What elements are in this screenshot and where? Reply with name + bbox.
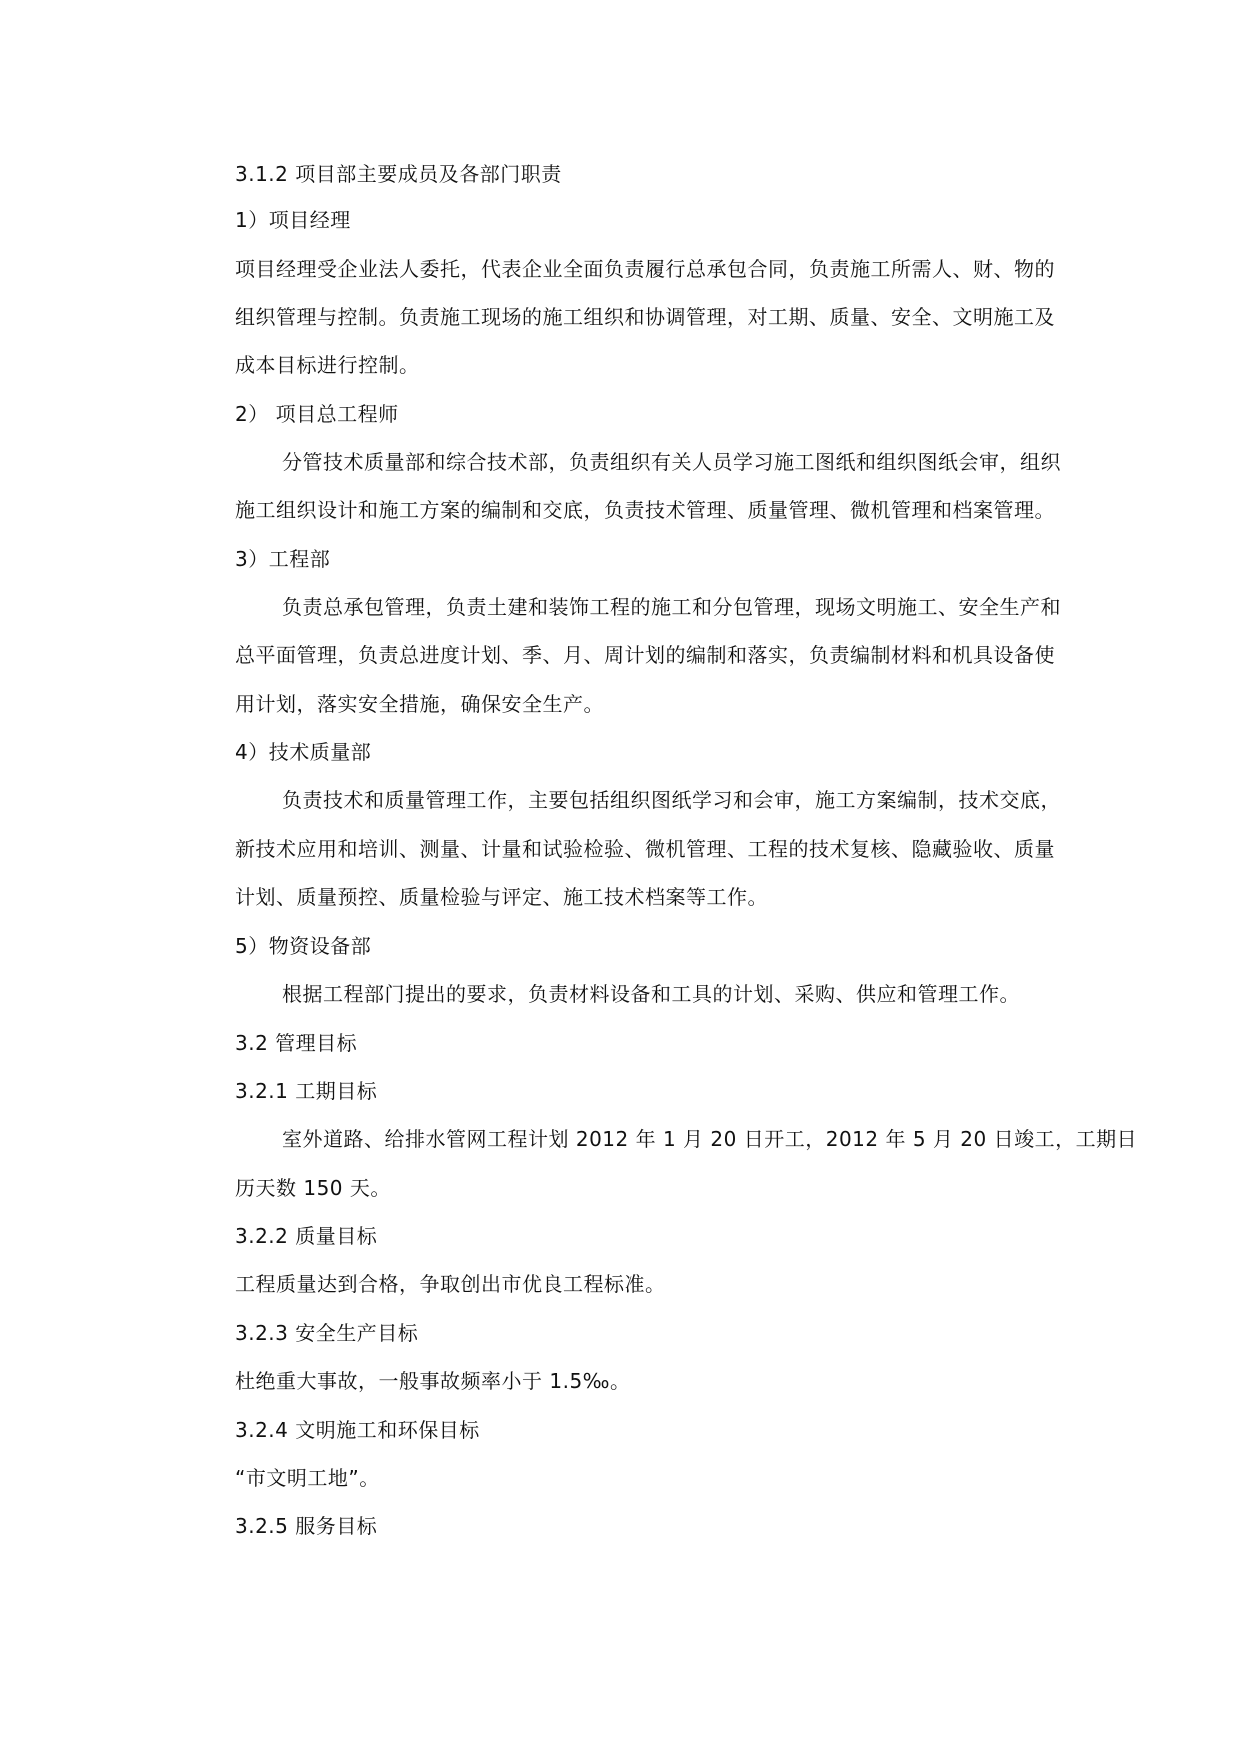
paragraph-line: 计划、质量预控、质量检验与评定、施工技术档案等工作。 <box>235 885 768 909</box>
subheading-quality-dept: 4）技术质量部 <box>235 740 372 764</box>
paragraph-line: 总平面管理，负责总进度计划、季、月、周计划的编制和落实，负责编制材料和机具设备使 <box>235 643 1055 667</box>
paragraph-line: “市文明工地”。 <box>235 1466 380 1490</box>
subheading-project-manager: 1）项目经理 <box>235 208 351 232</box>
paragraph-line: 新技术应用和培训、测量、计量和试验检验、微机管理、工程的技术复核、隐藏验收、质量 <box>235 837 1055 861</box>
section-heading-3-2-5: 3.2.5 服务目标 <box>235 1514 378 1538</box>
paragraph-line: 分管技术质量部和综合技术部，负责组织有关人员学习施工图纸和组织图纸会审，组织 <box>282 450 1061 474</box>
paragraph-line: 工程质量达到合格，争取创出市优良工程标准。 <box>235 1272 666 1296</box>
paragraph-line: 组织管理与控制。负责施工现场的施工组织和协调管理，对工期、质量、安全、文明施工及 <box>235 305 1055 329</box>
section-heading-3-2-4: 3.2.4 文明施工和环保目标 <box>235 1418 480 1442</box>
paragraph-line: 杜绝重大事故，一般事故频率小于 1.5‰。 <box>235 1369 631 1393</box>
paragraph-line: 项目经理受企业法人委托，代表企业全面负责履行总承包合同，负责施工所需人、财、物的 <box>235 257 1055 281</box>
subheading-materials-dept: 5）物资设备部 <box>235 934 372 958</box>
section-heading-3-1-2: 3.1.2 项目部主要成员及各部门职责 <box>235 162 562 186</box>
paragraph-line: 历天数 150 天。 <box>235 1176 391 1200</box>
paragraph-line: 负责总承包管理，负责土建和装饰工程的施工和分包管理，现场文明施工、安全生产和 <box>282 595 1061 619</box>
subheading-engineering-dept: 3）工程部 <box>235 547 331 571</box>
section-heading-3-2: 3.2 管理目标 <box>235 1031 358 1055</box>
paragraph-line: 负责技术和质量管理工作，主要包括组织图纸学习和会审，施工方案编制，技术交底， <box>282 788 1061 812</box>
subheading-chief-engineer: 2） 项目总工程师 <box>235 402 399 426</box>
paragraph-line: 根据工程部门提出的要求，负责材料设备和工具的计划、采购、供应和管理工作。 <box>282 982 1020 1006</box>
paragraph-line: 用计划，落实安全措施，确保安全生产。 <box>235 692 604 716</box>
paragraph-line: 施工组织设计和施工方案的编制和交底，负责技术管理、质量管理、微机管理和档案管理。 <box>235 498 1055 522</box>
paragraph-line: 成本目标进行控制。 <box>235 353 420 377</box>
paragraph-line: 室外道路、给排水管网工程计划 2012 年 1 月 20 日开工，2012 年 5 月 20 日竣工，工期日 <box>282 1127 1138 1151</box>
section-heading-3-2-2: 3.2.2 质量目标 <box>235 1224 378 1248</box>
section-heading-3-2-3: 3.2.3 安全生产目标 <box>235 1321 419 1345</box>
section-heading-3-2-1: 3.2.1 工期目标 <box>235 1079 378 1103</box>
